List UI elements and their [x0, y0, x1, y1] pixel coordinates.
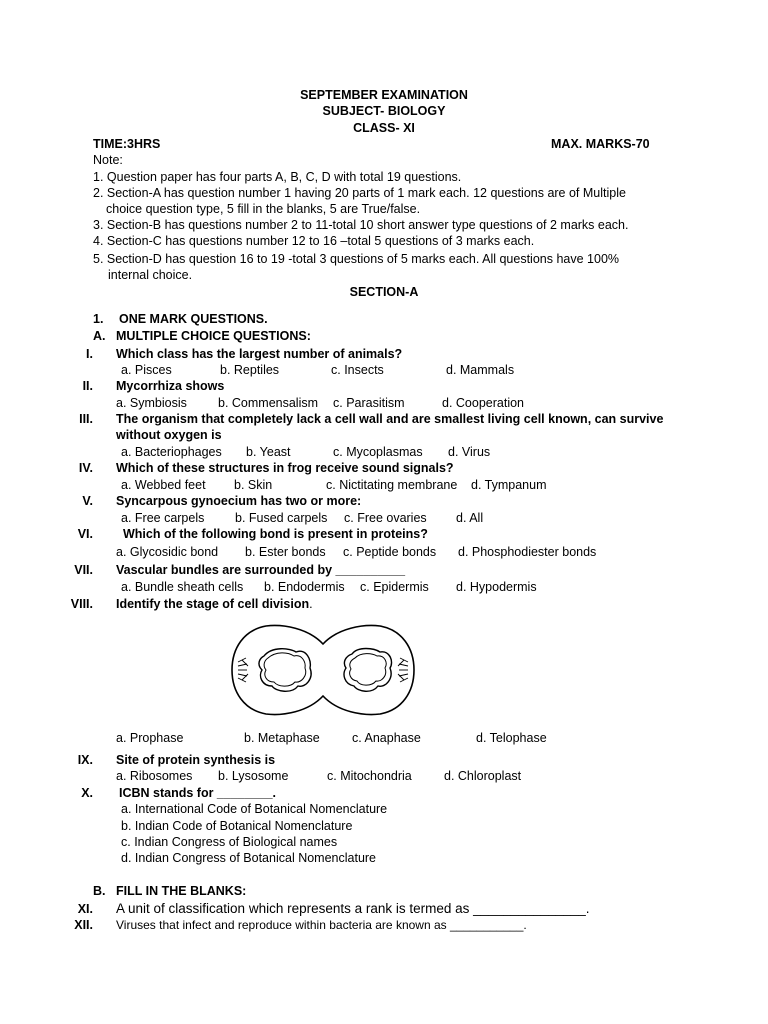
exam-title: SEPTEMBER EXAMINATION — [300, 88, 468, 102]
part-b-title: FILL IN THE BLANKS: — [116, 884, 247, 898]
option-d: d. Mammals — [446, 363, 515, 377]
question-text: Mycorrhiza shows — [116, 379, 225, 393]
option-b: b. Metaphase — [244, 731, 320, 745]
question-text: A unit of classification which represents a rank is termed as _______________. — [116, 901, 590, 916]
q1-number: 1. — [93, 312, 104, 326]
question-number: XII. — [74, 918, 93, 932]
option-b: b. Lysosome — [218, 769, 289, 783]
question-number: II. — [82, 379, 93, 393]
note-2: 2. Section-A has question number 1 having 20 parts of 1 mark each. 12 questions are of Multiple — [93, 186, 626, 200]
question-number: VI. — [77, 527, 93, 541]
question-text: Vascular bundles are surrounded by __________ — [116, 563, 406, 577]
option-a: a. Pisces — [121, 363, 172, 377]
option-a: a. Bacteriophages — [121, 445, 222, 459]
option-d: d. All — [456, 511, 484, 525]
question-text-main: Identify the stage of cell division — [116, 597, 310, 611]
question-text: Site of protein synthesis is — [116, 753, 276, 767]
question-text: Which of these structures in frog receive sound signals? — [116, 461, 454, 475]
option-d: d. Phosphodiester bonds — [458, 545, 597, 559]
right-aster — [398, 658, 408, 682]
option-a: a. International Code of Botanical Nomenclature — [121, 802, 388, 816]
option-b: b. Indian Code of Botanical Nomenclature — [121, 819, 353, 833]
part-a-letter: A. — [93, 329, 106, 343]
question-number: V. — [82, 494, 93, 508]
option-b: b. Skin — [234, 478, 273, 492]
option-b: b. Yeast — [246, 445, 291, 459]
question-text: Which class has the largest number of animals? — [116, 347, 403, 361]
question-text-end: . — [309, 597, 313, 611]
question-number: III. — [79, 412, 93, 426]
cell-membrane — [232, 626, 414, 715]
option-a: a. Glycosidic bond — [116, 545, 219, 559]
option-b: b. Reptiles — [220, 363, 280, 377]
question-number: X. — [81, 786, 93, 800]
q1-title: ONE MARK QUESTIONS. — [119, 312, 268, 326]
question-text: Which of the following bond is present in proteins? — [123, 527, 428, 541]
class-title: CLASS- XI — [353, 121, 415, 135]
max-marks-label: MAX. MARKS-70 — [551, 137, 650, 151]
option-c: c. Mycoplasmas — [333, 445, 423, 459]
option-a: a. Webbed feet — [121, 478, 206, 492]
question-text: Syncarpous gynoecium has two or more: — [116, 494, 362, 508]
question-text: Viruses that infect and reproduce within bacteria are known as ___________. — [116, 918, 527, 932]
option-c: c. Mitochondria — [327, 769, 412, 783]
option-a: a. Free carpels — [121, 511, 205, 525]
question-number: VIII. — [70, 597, 93, 611]
note-label: Note: — [93, 153, 123, 167]
note-1: 1. Question paper has four parts A, B, C, D with total 19 questions. — [93, 170, 462, 184]
note-4: 4. Section-C has questions number 12 to 16 –total 5 questions of 3 marks each. — [93, 234, 535, 248]
question-text-continued: without oxygen is — [116, 428, 222, 442]
option-c: c. Free ovaries — [344, 511, 427, 525]
option-c: c. Insects — [331, 363, 384, 377]
option-d: d. Hypodermis — [456, 580, 537, 594]
cell-division-diagram — [228, 622, 418, 718]
question-number: IX. — [77, 753, 93, 767]
option-a: a. Symbiosis — [116, 396, 187, 410]
question-text — [116, 597, 313, 611]
question-number: IV. — [78, 461, 93, 475]
option-d: d. Indian Congress of Botanical Nomenclature — [121, 851, 377, 865]
option-d: d. Virus — [448, 445, 491, 459]
option-c: c. Anaphase — [352, 731, 421, 745]
option-b: b. Endodermis — [264, 580, 345, 594]
option-c: c. Peptide bonds — [343, 545, 437, 559]
option-b: b. Commensalism — [218, 396, 319, 410]
option-c: c. Nictitating membrane — [326, 478, 458, 492]
time-label: TIME:3HRS — [93, 137, 161, 151]
question-number: XI. — [77, 902, 93, 916]
left-aster — [238, 658, 248, 682]
note-5-continued: internal choice. — [108, 268, 193, 282]
option-d: d. Tympanum — [471, 478, 547, 492]
note-2-continued: choice question type, 5 fill in the blanks, 5 are True/false. — [106, 202, 421, 216]
left-nucleus — [259, 649, 311, 692]
option-d: d. Telophase — [476, 731, 547, 745]
option-d: d. Chloroplast — [444, 769, 522, 783]
note-5: 5. Section-D has question 16 to 19 -total 3 questions of 5 marks each. All questions have 100% — [93, 252, 620, 266]
question-text: The organism that completely lack a cell wall and are smallest living cell known, can survive — [116, 412, 664, 426]
note-3: 3. Section-B has questions number 2 to 11-total 10 short answer type questions of 2 marks each. — [93, 218, 629, 232]
option-a: a. Bundle sheath cells — [121, 580, 244, 594]
part-b-letter: B. — [93, 884, 106, 898]
option-d: d. Cooperation — [442, 396, 525, 410]
option-c: c. Parasitism — [333, 396, 405, 410]
option-a: a. Ribosomes — [116, 769, 193, 783]
part-a-title: MULTIPLE CHOICE QUESTIONS: — [116, 329, 311, 343]
option-c: c. Indian Congress of Biological names — [121, 835, 338, 849]
option-c: c. Epidermis — [360, 580, 429, 594]
question-number: VII. — [74, 563, 93, 577]
subject-title: SUBJECT- BIOLOGY — [322, 104, 446, 118]
option-a: a. Prophase — [116, 731, 184, 745]
section-a-title: SECTION-A — [349, 285, 419, 299]
question-number: I. — [86, 347, 93, 361]
question-text: ICBN stands for ________. — [119, 786, 277, 800]
option-b: b. Ester bonds — [245, 545, 326, 559]
option-b: b. Fused carpels — [235, 511, 328, 525]
